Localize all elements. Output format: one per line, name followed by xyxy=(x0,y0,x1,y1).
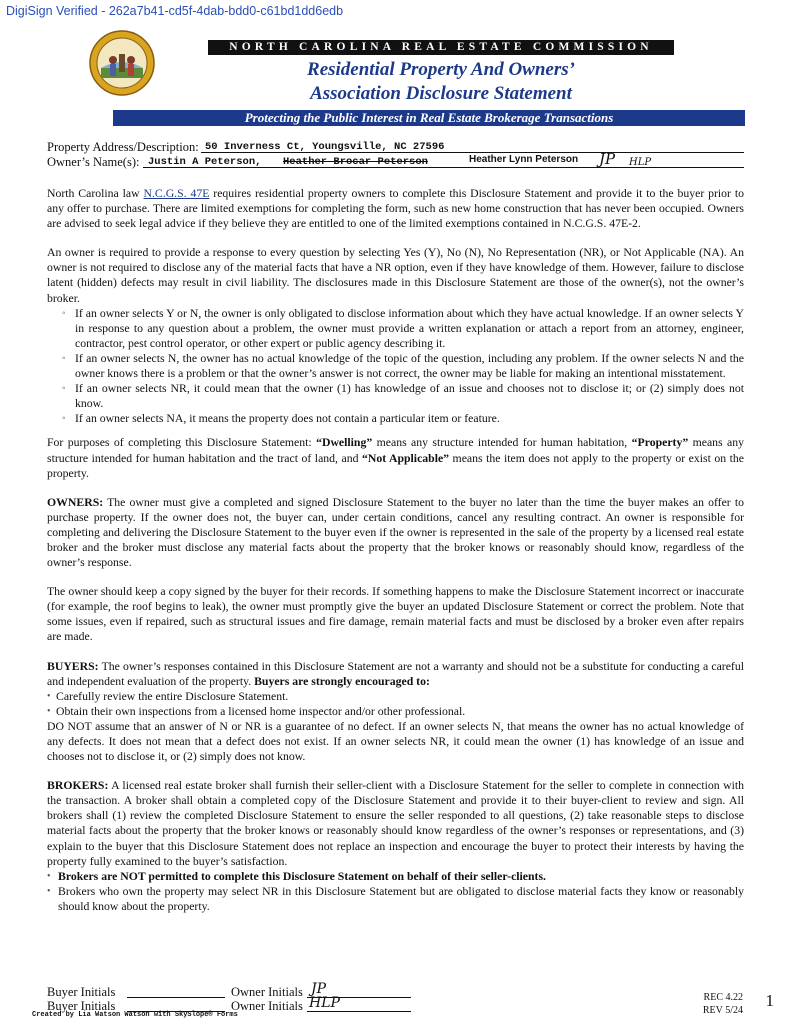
brokers-text: A licensed real estate broker shall furnish their seller-client with a Disclosure Statement for the seller to complete in connection with the transaction. A broker shall obtain a completed copy of the Disclosure Statement and provide it to their buyer-client to review and sign. All brokers shall (1) review the completed Disclosure Statement to ensure the seller responded to all questions, (2) take reasonable steps to disclose material facts about the property that the broker knows or reasonably should know regardless of the owner’s responses or representations, and (3) explain to the buyer that this Disclosure Statement does not replace an inspection and encourage the buyer to protect their interests by having the property fully examined to the buyer’s satisfaction. xyxy=(47,779,744,868)
owner-initials-field-2[interactable] xyxy=(307,1011,411,1012)
buyer-initials-label-2: Buyer Initials xyxy=(47,999,116,1013)
buyer-initials-label-1: Buyer Initials xyxy=(47,985,116,999)
brokers-bullet-own-property: • Brokers who own the property may select NR in this Disclosure Statement but are obligated to disclose material facts they know or reasonably should know about the property. xyxy=(47,884,744,914)
response-bullet-yn: ◦ If an owner selects Y or N, the owner is only obligated to disclose information about which they have actual knowledge. If an owner selects Y in response to any question about a problem, the owner must provide a written explanation or attach a report from an attorney, engineer, contractor, pest control operator, or other expert or public agency describing it. xyxy=(75,306,744,351)
owner-names-row xyxy=(47,150,744,170)
owner-initials-label-1: Owner Initials xyxy=(231,985,303,999)
buyers-bullet-inspect: • Obtain their own inspections from a licensed home inspector and/or other professional. xyxy=(47,704,744,719)
owners-heading: OWNERS: xyxy=(47,495,104,509)
owners-text: The owner must give a completed and signed Disclosure Statement to the buyer no later than the time the buyer makes an offer to purchase property. If the owner does not, the buyer can, under certain conditions, cancel any resulting contract. An owner is responsible for completing and delivering the Disclosure Statement to the buyer even if the owner is represented in the sale of the property by a licensed real estate broker and the broker must disclose any material facts about the property that the broker knows or reasonably should know, regardless of the owner’s response. xyxy=(47,495,744,570)
owner-initials-value-1: JP xyxy=(311,981,327,997)
title-line-2: Association Disclosure Statement xyxy=(310,83,572,104)
buyers-list xyxy=(47,689,744,719)
buyers-heading: BUYERS: xyxy=(47,659,99,673)
correction-initials-1: JP xyxy=(599,150,616,168)
response-intro-paragraph: An owner is required to provide a response to every question by selecting Yes (Y), No (N), No Representation (NR), or Not Applicable (NA). An owner is not required to disclose any of the material facts that have a NR option, even if they have knowledge of them. However, failure to disclose latent (hidden) defects may result in civil liability. The disclosures made in this Disclosure Statement are those of the owner(s), not the owner’s broker. xyxy=(47,246,744,305)
title-line-1: Residential Property And Owners’ xyxy=(307,59,575,80)
disclosure-body xyxy=(47,186,744,914)
document-title xyxy=(208,58,674,106)
brokers-paragraph xyxy=(47,778,744,869)
response-bullet-n: ◦ If an owner selects N, the owner has no actual knowledge of the topic of the question, including any problem. If the owner selects N and the owner knows there is a problem or that the owner’s answer is not correct, the owner may be liable for making an intentional misstatement. xyxy=(75,351,744,381)
definition-not-applicable: “Not Applicable” xyxy=(361,451,450,465)
form-revision xyxy=(703,991,743,1017)
brokers-list xyxy=(47,869,744,914)
buyers-text: The owner’s responses contained in this Disclosure Statement are not a warranty and should not be a substitute for conducting a careful and independent evaluation of the property. xyxy=(47,659,744,688)
brokers-heading: BROKERS: xyxy=(47,779,109,793)
commission-header-bar: NORTH CAROLINA REAL ESTATE COMMISSION xyxy=(208,40,674,55)
brokers-bullet-not-permitted xyxy=(47,869,744,884)
definitions-text-2: means any structure intended for human habitation, xyxy=(372,436,632,450)
do-not-assume-paragraph: DO NOT assume that an answer of N or NR is a guarantee of no defect. If an owner selects N, that means the owner has no actual knowledge of any defects. It does not mean that a defect does not exist. If an owner selects NR, it could mean the owner (1) has knowledge of an issue and chooses not to disclose it, or (2) simply does not know. xyxy=(47,719,744,764)
buyers-encouraged: Buyers are strongly encouraged to: xyxy=(254,674,430,688)
rev-code-1: REC 4.22 xyxy=(703,992,743,1003)
definitions-text-4: means the item does not apply to the property or exist on the property. xyxy=(47,451,744,480)
owner-name-2-struck: Heather Brocar Peterson xyxy=(283,156,428,168)
owners-paragraph xyxy=(47,495,744,570)
definition-dwelling: “Dwelling” xyxy=(316,436,373,450)
owner-copy-paragraph: The owner should keep a copy signed by the buyer for their records. If something happens to make the Disclosure Statement incorrect or inaccurate (for example, the roof begins to leak), the owner must promptly give the buyer an updated Disclosure Statement or correct the problem. Note that some issues, even if repaired, such as structural issues and fire damage, remain material facts and must be disclosed by a broker even after repairs are made. xyxy=(47,585,744,644)
response-bullet-nr: ◦ If an owner selects NR, it could mean that the owner (1) has knowledge of an issue and chooses not to disclose it; or (2) simply does not know. xyxy=(75,381,744,411)
response-option-list xyxy=(47,306,744,427)
rev-code-2: REV 5/24 xyxy=(702,1005,743,1016)
buyers-paragraph xyxy=(47,659,744,689)
owner-initials-label-2: Owner Initials xyxy=(231,999,303,1013)
property-address-row xyxy=(47,139,744,155)
definition-property: “Property” xyxy=(631,436,689,450)
correction-initials-2: HLP xyxy=(629,157,652,168)
property-address-value[interactable]: 50 Inverness Ct, Youngsville, NC 27596 xyxy=(205,141,445,153)
definitions-paragraph xyxy=(47,435,744,480)
brokers-not-permitted-text: Brokers are NOT permitted to complete this Disclosure Statement on behalf of their seller-clients. xyxy=(58,869,546,883)
response-bullet-na: ◦ If an owner selects NA, it means the property does not contain a particular item or feature. xyxy=(75,411,744,426)
statute-link[interactable]: N.C.G.S. 47E xyxy=(143,187,210,200)
owner-name-2-corrected[interactable]: Heather Lynn Peterson xyxy=(469,154,579,165)
owner-initials-value-2: HLP xyxy=(309,995,340,1011)
intro-post: requires residential property owners to complete this Disclosure Statement and provide it to the buyer prior to any offer to purchase. There are limited exemptions for completing the form, such as new home construction that has never been occupied. Owners are advised to seek legal advice if they believe they are entitled to one of the limited exemptions contained in N.C.G.S. 47E-2. xyxy=(47,187,744,231)
owner-names-label: Owner’s Name(s): xyxy=(47,155,140,169)
definitions-text-1: For purposes of completing this Disclosure Statement: xyxy=(47,436,317,450)
intro-pre: North Carolina law xyxy=(47,187,144,200)
owner-name-1[interactable]: Justin A Peterson, xyxy=(148,156,262,168)
intro-paragraph xyxy=(47,186,744,231)
tagline-bar: Protecting the Public Interest in Real Estate Brokerage Transactions xyxy=(113,110,745,126)
buyers-bullet-review: • Carefully review the entire Disclosure Statement. xyxy=(47,689,744,704)
created-by-note: Created by Lia Watson Watson with SkySlope® Forms xyxy=(32,1011,238,1019)
definitions-text-3: means any structure intended for human habitation and the tract of land, and xyxy=(47,436,744,465)
digisign-verified-banner: DigiSign Verified - 262a7b41-cd5f-4dab-bdd0-c61bd1dd6edb xyxy=(6,4,344,18)
property-address-label: Property Address/Description: xyxy=(47,140,199,154)
nc-state-seal-icon xyxy=(89,30,155,96)
page-number: 1 xyxy=(765,991,774,1010)
